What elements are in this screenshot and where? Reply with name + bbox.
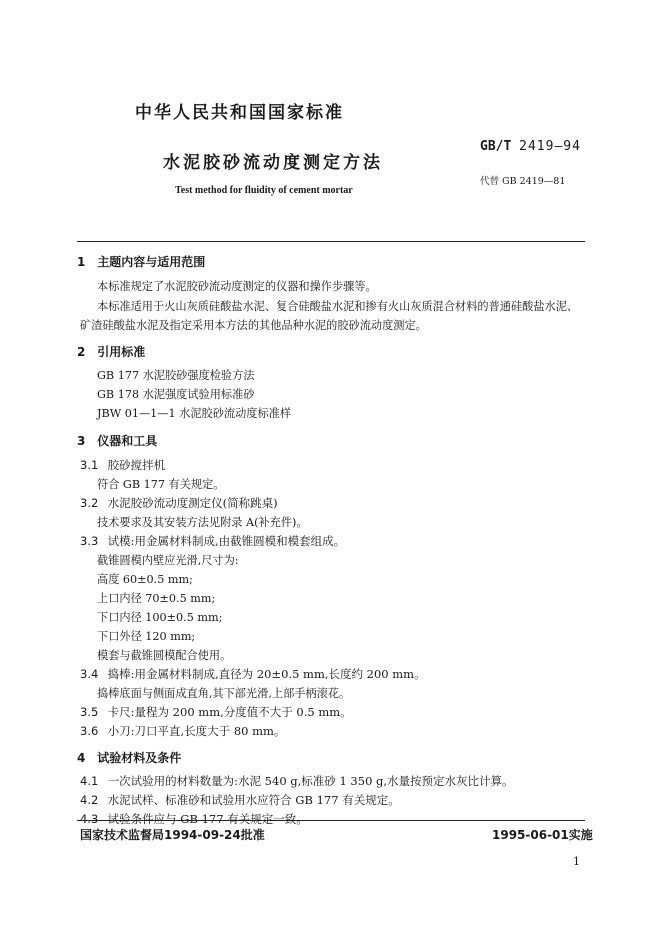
section-number: 3 [77,434,86,448]
clause-number: 3.6 [80,724,99,738]
replaces-note: 代替 GB 2419—81 [480,176,566,187]
reference-item: JBW 01—1—1 水泥胶砂流动度标准样 [97,407,292,420]
clause-3-2 [80,495,278,511]
section-title: 引用标准 [97,345,146,359]
clause-text: 下口内径 100±0.5 mm; [97,611,223,624]
section-number: 2 [77,345,86,359]
standard-code-prefix: GB/T [480,139,512,154]
clause-text: 模套与截锥圆模配合使用。 [97,649,232,662]
clause-text: 高度 60±0.5 mm; [97,573,193,586]
section-1-heading [77,253,205,270]
clause-title: 胶砂搅拌机 [107,458,166,472]
section-title: 主题内容与适用范围 [97,255,206,269]
clause-text: 水泥试样、标准砂和试验用水应符合 GB 177 有关规定。 [107,793,400,807]
clause-4-2 [80,792,400,808]
clause-text: 上口内径 70±0.5 mm; [97,592,216,605]
clause-title: 试模:用金属材料制成,由截锥圆模和模套组成。 [107,534,346,548]
clause-text: 试验条件应与 GB 177 有关规定一致。 [107,812,308,826]
clause-3-4 [80,666,426,682]
clause-title: 水泥胶砂流动度测定仪(简称跳桌) [107,496,278,510]
clause-3-5 [80,704,352,720]
clause-3-1 [80,457,165,473]
document-title-cn: 水泥胶砂流动度测定方法 [163,153,383,173]
effective-date: 1995-06-01实施 [492,828,593,842]
paragraph: 矿渣硅酸盐水泥及指定采用本方法的其他品种水泥的胶砂流动度测定。 [80,319,427,332]
section-4-heading [77,749,181,766]
section-number: 1 [77,255,86,269]
clause-text: 捣棒底面与侧面成直角,其下部光滑,上部手柄滚花。 [97,687,351,700]
standard-code [480,139,581,154]
standard-code-number: 2419—94 [519,139,581,154]
paragraph: 本标准适用于火山灰质硅酸盐水泥、复合硅酸盐水泥和掺有火山灰质混合材料的普通硅酸盐水泥、 [97,300,579,313]
clause-text: 下口外径 120 mm; [97,630,196,643]
paragraph: 本标准规定了水泥胶砂流动度测定的仪器和操作步骤等。 [97,280,377,293]
clause-title: 捣棒:用金属材料制成,直径为 20±0.5 mm,长度约 200 mm。 [107,667,426,681]
clause-4-1 [80,773,514,789]
reference-item: GB 178 水泥强度试验用标准砂 [97,388,255,401]
clause-text: 符合 GB 177 有关规定。 [97,478,225,491]
section-2-heading [77,343,145,360]
clause-3-6 [80,723,285,739]
document-title-en: Test method for fluidity of cement mortar [175,185,353,196]
section-3-heading [77,432,157,449]
clause-number: 4.1 [80,774,99,788]
clause-title: 卡尺:量程为 200 mm,分度值不大于 0.5 mm。 [107,705,352,719]
clause-number: 3.5 [80,705,99,719]
clause-title: 小刀:刀口平直,长度大于 80 mm。 [107,724,286,738]
section-title: 试验材料及条件 [97,751,182,765]
clause-4-3 [80,811,308,827]
clause-number: 3.1 [80,458,99,472]
section-title: 仪器和工具 [97,434,158,448]
page-number: 1 [573,855,580,868]
clause-text: 技术要求及其安装方法见附录 A(补充件)。 [97,516,308,529]
approval-date: 国家技术监督局1994-09-24批准 [80,828,265,842]
clause-3-3 [80,533,345,549]
reference-item: GB 177 水泥胶砂强度检验方法 [97,369,255,382]
organization-heading: 中华人民共和国国家标准 [135,103,344,123]
clause-number: 3.2 [80,496,99,510]
clause-number: 4.2 [80,793,99,807]
header-divider [77,241,585,242]
clause-text: 截锥圆模内壁应光滑,尺寸为: [97,554,239,567]
clause-number: 3.4 [80,667,99,681]
clause-text: 一次试验用的材料数量为:水泥 540 g,标准砂 1 350 g,水量按预定水灰比计算。 [107,774,514,788]
footer-divider [77,820,585,821]
clause-number: 3.3 [80,534,99,548]
clause-number: 4.3 [80,812,99,826]
section-number: 4 [77,751,86,765]
